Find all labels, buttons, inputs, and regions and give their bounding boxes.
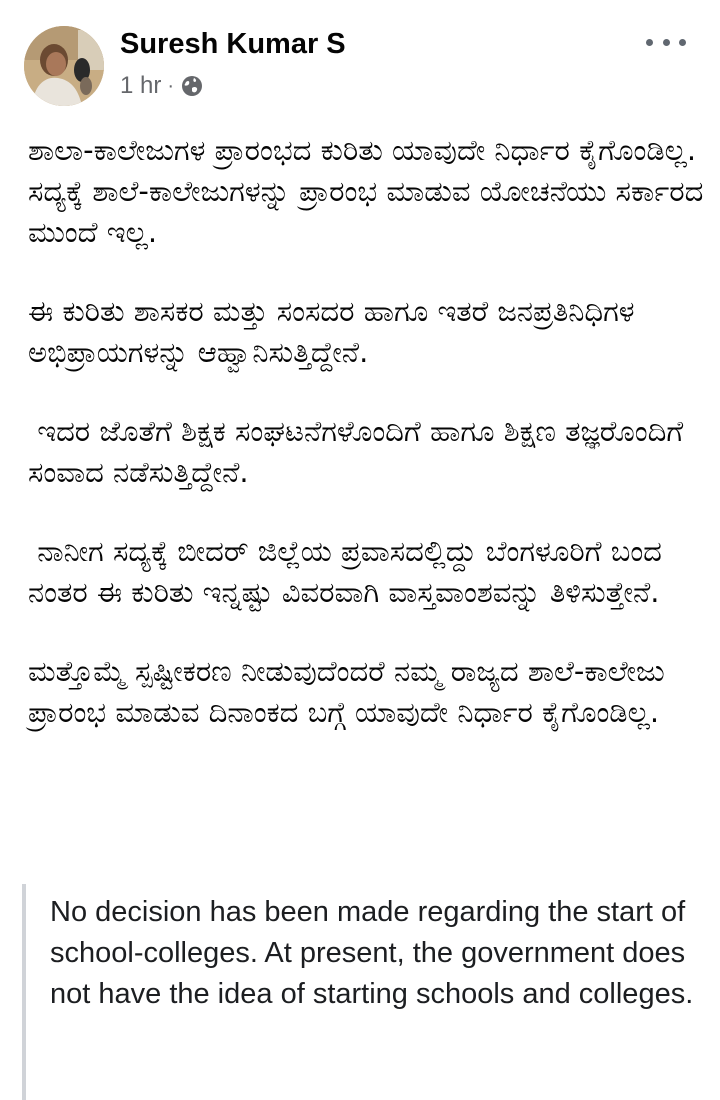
more-horizontal-icon bbox=[663, 39, 670, 46]
author-name[interactable]: Suresh Kumar S bbox=[120, 28, 346, 60]
post-paragraph: ಇದರ ಜೊತೆಗೆ ಶಿಕ್ಷಕ ಸಂಘಟನೆಗಳೊಂದಿಗೆ ಹಾಗೂ ಶಿಕ್ಷಣ ತಜ್ಞರೊಂದಿಗೆ ಸಂವಾದ ನಡೆಸುತ್ತಿದ್ದೇನೆ. bbox=[28, 414, 693, 489]
post-paragraph: ಶಾಲಾ-ಕಾಲೇಜುಗಳ ಪ್ರಾರಂಭದ ಕುರಿತು ಯಾವುದೇ ನಿರ್ಧಾರ ಕೈಗೊಂಡಿಲ್ಲ. ಸದ್ಯಕ್ಕೆ ಶಾಲೆ-ಕಾಲೇಜುಗಳನ್ನು ಪ್ರಾರಂಭ ಮಾಡುವ ಯೋಚನೆಯು ಸರ್ಕಾರದ ಮುಂದೆ ಇಲ್ಲ. bbox=[28, 133, 713, 249]
globe-icon[interactable] bbox=[180, 74, 204, 98]
post-timestamp[interactable]: 1 hr bbox=[120, 72, 162, 99]
more-horizontal-icon bbox=[679, 39, 686, 46]
more-horizontal-icon bbox=[646, 39, 653, 46]
post-paragraph: ಮತ್ತೊಮ್ಮೆ ಸ್ಪಷ್ಟೀಕರಣ ನೀಡುವುದೆಂದರೆ ನಮ್ಮ ರಾಜ್ಯದ ಶಾಲೆ-ಕಾಲೇಜು ಪ್ರಾರಂಭ ಮಾಡುವ ದಿನಾಂಕದ ಬಗ್ಗೆ ಯಾವುದೇ ನಿರ್ಧಾರ ಕೈಗೊಂಡಿಲ್ಲ. bbox=[28, 654, 674, 729]
post-paragraph: ನಾನೀಗ ಸದ್ಯಕ್ಕೆ ಬೀದರ್ ಜಿಲ್ಲೆಯ ಪ್ರವಾಸದಲ್ಲಿದ್ದು ಬೆಂಗಳೂರಿಗೆ ಬಂದ ನಂತರ ಈ ಕುರಿತು ಇನ್ನಷ್ಟು ವಿವರವಾಗಿ ವಾಸ್ತವಾಂಶವನ್ನು ತಿಳಿಸುತ್ತೇನೆ. bbox=[28, 534, 672, 609]
translation-quote bbox=[22, 884, 706, 1100]
post-meta bbox=[120, 70, 204, 102]
more-options-button[interactable] bbox=[646, 30, 686, 54]
post-body bbox=[28, 130, 713, 733]
meta-separator: · bbox=[167, 74, 175, 97]
translation-text: No decision has been made regarding the start of school-colleges. At present, the government does not have the idea of starting schools and colleges. bbox=[50, 896, 694, 1010]
profile-photo bbox=[24, 26, 104, 106]
post-paragraph: ಈ ಕುರಿತು ಶಾಸಕರ ಮತ್ತು ಸಂಸದರ ಹಾಗೂ ಇತರೆ ಜನಪ್ರತಿನಿಧಿಗಳ ಅಭಿಪ್ರಾಯಗಳನ್ನು ಆಹ್ವಾನಿಸುತ್ತಿದ್ದೇನೆ. bbox=[28, 294, 644, 369]
post-header bbox=[0, 0, 720, 120]
profile-avatar[interactable] bbox=[24, 26, 104, 106]
